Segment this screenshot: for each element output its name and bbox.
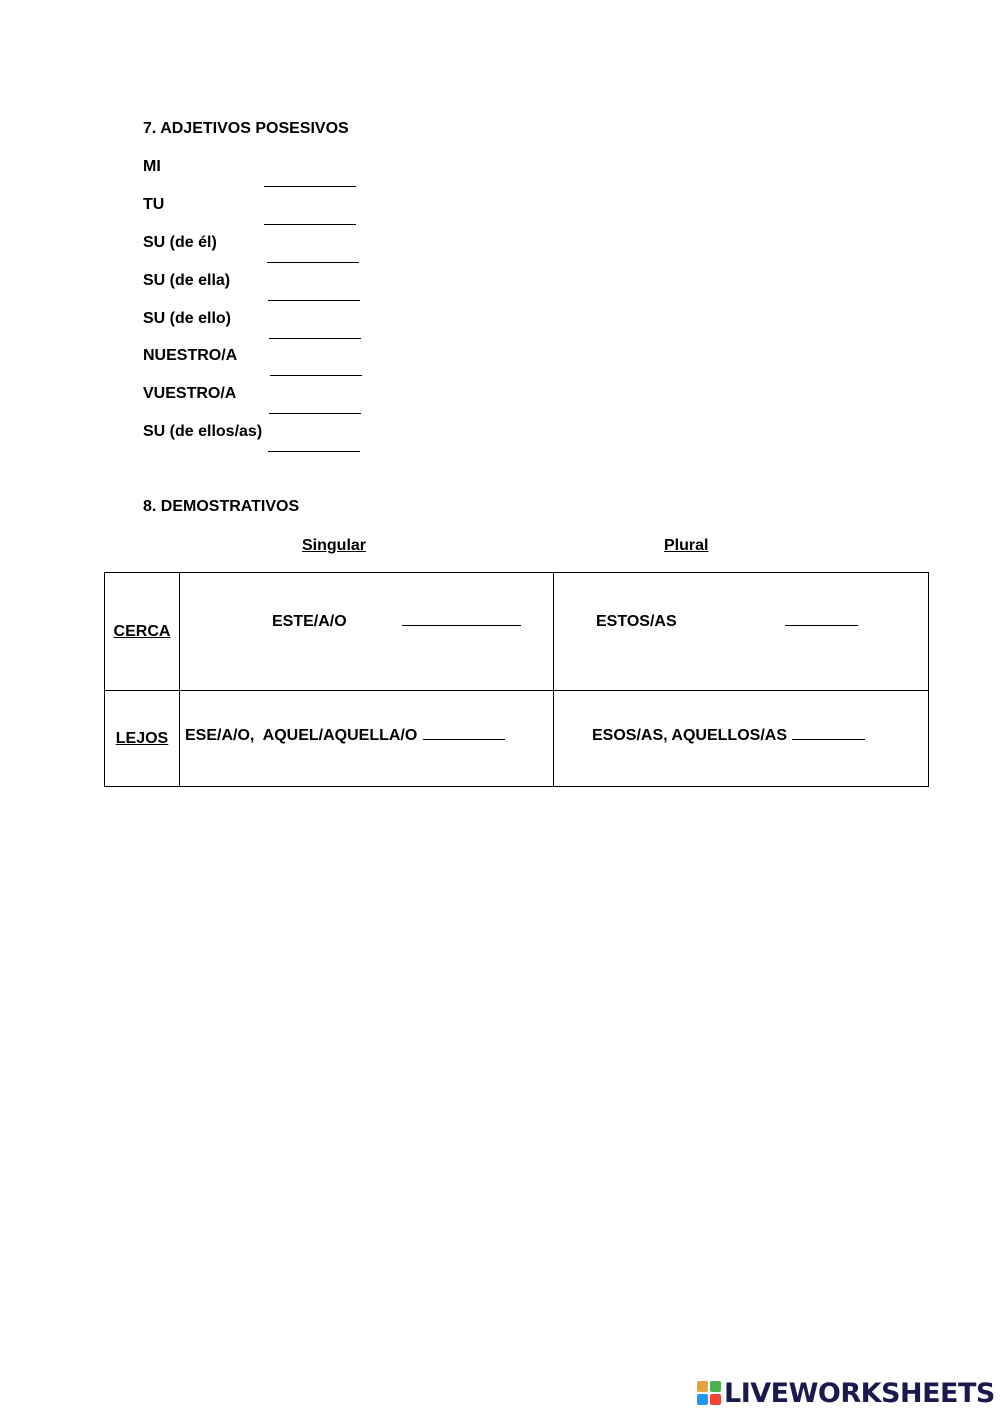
cell-lejos-singular: [180, 691, 554, 787]
possessive-label-nuestro: NUESTRO/A: [143, 347, 238, 364]
lejos-plural-blank[interactable]: [792, 739, 865, 740]
logo-tile-icon: [710, 1394, 721, 1405]
demonstratives-table: [104, 572, 929, 787]
logo-tile-icon: [710, 1381, 721, 1392]
possessive-blank-su-ello[interactable]: [269, 310, 361, 328]
possessive-blank-su-ella[interactable]: [268, 272, 360, 290]
row-label-lejos: LEJOS: [105, 691, 180, 787]
possessives-title: 7. ADJETIVOS POSESIVOS: [143, 120, 349, 137]
liveworksheets-logo: [697, 1378, 995, 1408]
possessive-label-su-ella: SU (de ella): [143, 272, 231, 289]
lejos-singular-blank[interactable]: [423, 739, 505, 740]
logo-tile-icon: [697, 1394, 708, 1405]
logo-text: LIVEWORKSHEETS: [724, 1377, 995, 1409]
possessive-blank-tu[interactable]: [264, 196, 356, 214]
table-row-cerca: [105, 573, 929, 691]
possessive-blank-su-el[interactable]: [267, 234, 359, 252]
table-row-lejos: [105, 691, 929, 787]
possessive-label-su-ellos: SU (de ellos/as): [143, 423, 263, 440]
cerca-plural-blank[interactable]: [785, 625, 858, 626]
cell-lejos-plural: [554, 691, 929, 787]
possessive-blank-vuestro[interactable]: [269, 385, 361, 403]
cerca-singular-blank[interactable]: [402, 625, 521, 626]
cell-cerca-plural: [554, 573, 929, 691]
possessive-label-mi: MI: [143, 158, 161, 175]
cerca-plural-text: ESTOS/AS: [596, 612, 677, 630]
lejos-plural-text: ESOS/AS, AQUELLOS/AS: [592, 726, 787, 744]
column-header-singular: Singular: [302, 537, 367, 554]
possessive-label-vuestro: VUESTRO/A: [143, 385, 237, 402]
possessive-label-su-ello: SU (de ello): [143, 310, 232, 327]
possessive-label-tu: TU: [143, 196, 165, 213]
column-header-plural: Plural: [664, 537, 709, 554]
logo-grid-icon: [697, 1381, 721, 1405]
possessive-label-su-el: SU (de él): [143, 234, 217, 251]
possessive-blank-nuestro[interactable]: [270, 347, 362, 365]
cerca-singular-text: ESTE/A/O: [272, 612, 347, 630]
row-label-cerca: CERCA: [105, 573, 180, 691]
possessive-blank-mi[interactable]: [264, 158, 356, 176]
logo-tile-icon: [697, 1381, 708, 1392]
demonstratives-title: 8. DEMOSTRATIVOS: [143, 498, 300, 515]
lejos-singular-text: ESE/A/O, AQUEL/AQUELLA/O: [185, 726, 418, 744]
possessive-blank-su-ellos[interactable]: [268, 423, 360, 441]
cell-cerca-singular: [180, 573, 554, 691]
